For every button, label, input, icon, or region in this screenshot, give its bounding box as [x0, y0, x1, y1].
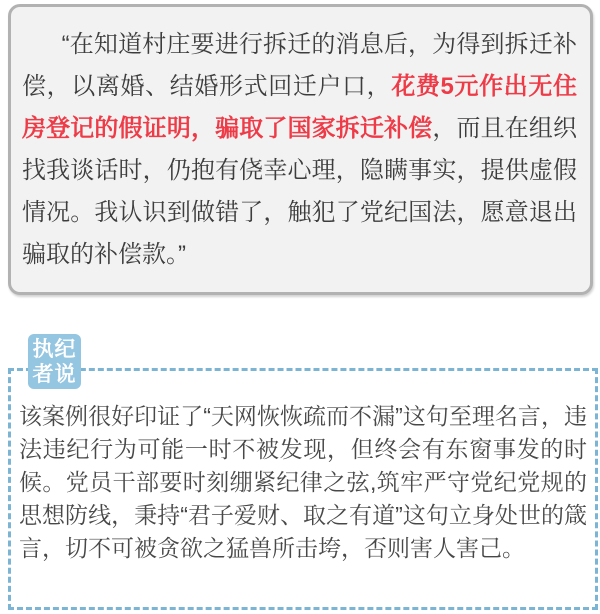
confession-highlighted-text: 花费5元作出无住房登记的假证明，骗取了国家拆迁补偿	[22, 73, 577, 142]
confession-text-before: “在知道村庄要进行拆迁的消息后，为得到拆迁补偿，以离婚、结婚形式回迁户口，	[22, 31, 577, 100]
commentary-paragraph: 该案例很好印证了“天网恢恢疏而不漏”这句至理名言，违法违纪行为可能一时不被发现，但终会有东窗事发的时候。党员干部要时刻绷紧纪律之弦,筑牢严守党纪党规的思想防线，秉持“君子爱财、取之有道”这句立身处世的箴言，切不可被贪欲之猛兽所击垮，否则害人害己。	[19, 403, 587, 561]
badge-line-2: 者说	[32, 363, 77, 386]
badge-line-1: 执纪	[32, 338, 77, 361]
confession-text-after: ，而且在组织找我谈话时，仍抱有侥幸心理，隐瞒事实，提供虚假情况。我认识到做错了，触犯了党纪国法，愿意退出骗取的补偿款。”	[22, 115, 578, 268]
commentary-section	[8, 338, 598, 610]
confession-paragraph	[22, 24, 577, 276]
confession-quote-box	[8, 4, 593, 295]
enforcer-says-badge	[28, 334, 81, 389]
